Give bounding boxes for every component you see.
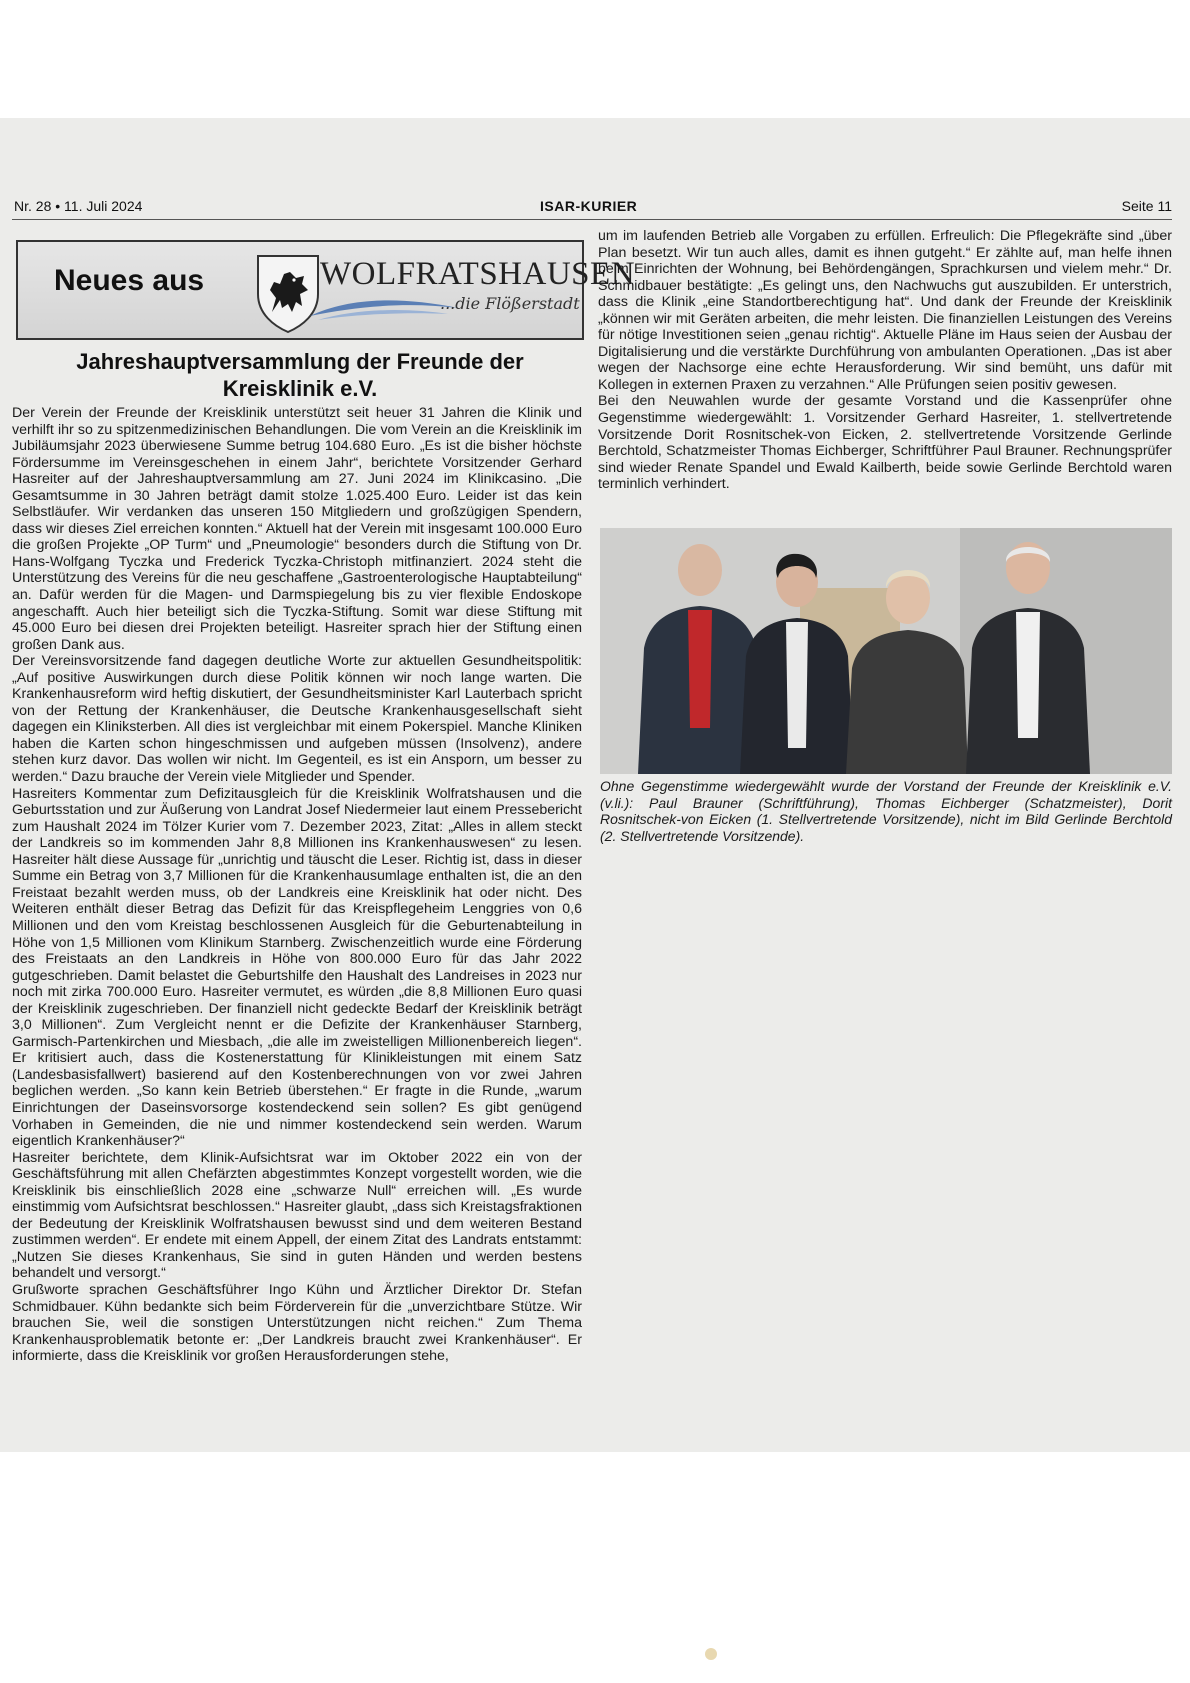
article-column-left: [12, 405, 582, 1365]
paragraph: Grußworte sprachen Geschäftsführer Ingo Kühn und Ärztlicher Direktor Dr. Stefan Schmidbauer. Kühn bedankte sich beim Förderverein für die „unverzichtbare Stütze. Wir brauchen Sie, weil die sonstigen Unterstützungen nicht reichen.“ Zum Thema Krankenhausproblematik betonte er: „Der Landkreis braucht zwei Krankenhäuser“. Er informierte, dass die Kreisklinik vor großen Herausforderungen stehe,: [12, 1281, 582, 1365]
paragraph: Bei den Neuwahlen wurde der gesamte Vorstand und die Kassenprüfer ohne Gegenstimme wiedergewählt: 1. Vorsitzender Gerhard Hasreiter, 1. stellvertretende Vorsitzende Dorit Rosnitschek-von Eicken, 2. stellvertretende Vorsitzende Gerlinde Berchtold, Schatzmeister Thomas Eichberger, Schriftführer Paul Brauner. Rechnungsprüfer sind wieder Renate Spandel und Ewald Kailberth, beide sowie Gerlinde Berchtold waren terminlich verhindert.: [598, 393, 1172, 493]
section-banner: [16, 240, 636, 340]
page-number: Seite 11: [1121, 198, 1172, 214]
banner-city: WOLFRATSHAUSEN: [320, 256, 636, 292]
issue-date: Nr. 28 • 11. Juli 2024: [14, 198, 143, 214]
masthead: [12, 196, 1172, 218]
article-column-right: [598, 228, 1172, 493]
banner-prefix: Neues aus: [54, 264, 205, 297]
paragraph: Der Verein der Freunde der Kreisklinik unterstützt seit heuer 31 Jahren die Klinik und verhilft ihr so zu spitzenmedizinischen Behandlungen. Die vom Verein an die Kreisklinik im Jubiläumsjahr 2023 überwiesene Summe betrug 104.680 Euro. „Es ist die bisher höchste Fördersumme im Vereinsgeschehen in einem Jahr“, berichtete Vorsitzender Gerhard Hasreiter auf der Jahreshauptversammlung am 27. Juni 2024 im Klinikcasino. „Die Gesamtsumme in 30 Jahren beträgt damit stolze 1.025.400 Euro. Leider ist das kein Selbstläufer. Wir verdanken das unseren 150 Mitgliedern und großzügigen Spendern, dass wir dieses Ziel erreichen konnten.“ Aktuell hat der Verein mit insgesamt 100.000 Euro die großen Projekte „OP Turm“ und „Pneumologie“ besonders durch die Stiftung von Dr. Hans-Wolfgang Tyczka und Frederick Tyczka-Christoph mitfinanziert. 2024 steht die Unterstützung des Vereins für die neu geschaffene „Gastroenterologische Hauptabteilung“ an. Dafür werden für die Magen- und Darmspiegelung bis zu vier flexible Endoskope angeschafft. Auch hier beteiligt sich die Tyczka-Stiftung. Somit war diese Stiftung mit 45.000 Euro bei diesen drei Projekten beteiligt. Hasreiter sprach hier der Stiftung einen großen Dank aus.: [12, 405, 582, 653]
paragraph: um im laufenden Betrieb alle Vorgaben zu erfüllen. Erfreulich: Die Pflegekräfte sind „über Plan besetzt. Wir tun auch alles, damit es ihnen gutgeht.“ Er zählte auf, man helfe ihnen beim Einrichten der Wohnung, bei Behördengängen, Sprachkursen und vielem mehr.“ Dr. Schmidbauer bestätigte: „Es gelingt uns, den Nachwuchs gut auszubilden. Er unterstrich, dass die Klinik „eine Standortberechtigung hat“. Und dank der Freunde der Kreisklinik „können wir mit Geräten arbeiten, die mehr leisten. Die finanziellen Leistungen des Vereins für nötige Investitionen seien „genau richtig“. Aktuelle Pläne im Haus seien der Ausbau der Digitalisierung und die verstärkte Durchführung von ambulanten Operationen. „Das ist aber wegen der Nachsorge eine echte Herausforderung. Wir sind bemüht, uns dafür mit Kollegen in externen Praxen zu verzahnen.“ Alle Prüfungen seien positiv gewesen.: [598, 228, 1172, 393]
newspaper-name: ISAR-KURIER: [540, 198, 638, 214]
paragraph: Der Vereinsvorsitzende fand dagegen deutliche Worte zur aktuellen Gesundheitspolitik: „Auf positive Auswirkungen durch diese Politik können wir noch lange warten. Die Krankenhausreform wird heftig diskutiert, der Gesundheitsminister Karl Lauterbach spricht von der Rettung der Krankenhäuser, die Deutsche Krankenhausgesellschaft sieht dagegen ein Kliniksterben. All dies ist vergleichbar mit einem Pokerspiel. Manche Kliniken haben die Karten schon hingeschmissen und aufgeben müssen (Insolvenz), andere stehen kurz davor. Das wollen wir nicht. Im Gegenteil, es ist ein Ansporn, um besser zu werden.“ Dazu brauche der Verein viele Mitglieder und Spender.: [12, 653, 582, 786]
headline-line-2: Kreisklinik e.V.: [222, 376, 378, 401]
group-photo: [600, 528, 1172, 774]
article-headline: [16, 348, 584, 402]
paragraph: Hasreiters Kommentar zum Defizitausgleich für die Kreisklinik Wolfratshausen und die Geburtsstation und zur Äußerung von Landrat Josef Niedermeier laut einem Pressebericht zum Haushalt 2024 im Tölzer Kurier vom 7. Dezember 2023, Zitat: „Alles in allem steckt der Landkreis so im kommenden Jahr 8,8 Millionen ins Krankenhauswesen“ zu lesen. Hasreiter hält diese Aussage für „unrichtig und täuscht die Leser. Richtig ist, dass in dieser Summe ein Betrag von 3,7 Millionen für die Krankenhausumlage enthalten ist, die an den Freistaat bezahlt werden muss, ob der Landkreis eine Kreisklinik hat oder nicht. Des Weiteren enthält dieser Betrag das Defizit für das Kreispflegeheim Lenggries von 0,6 Millionen und den vom Kreistag beschlossenen Ausgleich für die Geburtenabteilung in Höhe von 1,5 Millionen vom Klinikum Starnberg. Zwischenzeitlich wurde eine Förderung des Freistaats an den Landkreis in Höhe von 800.000 Euro für das Jahr 2022 gutgeschrieben. Damit belastet die Geburtshilfe den Haushalt des Landreises in 2023 nur noch mit zirka 700.000 Euro. Hasreiter vermutet, es würden „die 8,8 Millionen Euro quasi der Kreisklinik zugeschrieben. Der finanziell nicht gedeckte Bedarf der Kreisklinik beträgt 3,0 Millionen“. Zum Vergleicht nennt er die Defizite der Krankenhäuser Starnberg, Garmisch-Partenkirchen und Miesbach, „die alle im zweistelligen Millionenbereich liegen“. Er kritisiert auch, dass die Kostenerstattung für Klinikleistungen mit einem Satz (Landesbasisfallwert) basierend auf den Kostenberechnungen von vor zwei Jahren beglichen werden. „So kann kein Betrieb überstehen.“ Er fragte in die Runde, „warum Einrichtungen der Daseinsvorsorge kostendeckend sein sollen? Es gibt genügend Vorhaben in Gemeinden, die nie und nimmer kostendeckend sein werden. Warum eigentlich Krankenhäuser?“: [12, 785, 582, 1150]
masthead-divider: [12, 219, 1172, 220]
headline-line-1: Jahreshauptversammlung der Freunde der: [76, 349, 524, 374]
photo-caption: Ohne Gegenstimme wiedergewählt wurde der Vorstand der Freunde der Kreisklinik e.V. (v.li.): Paul Brauner (Schriftführung), Thomas Eichberger (Schatzmeister), Dorit Rosnitschek-von Eicken (1. Stellvertretende Vorsitzende), nicht im Bild Gerlinde Berchtold (2. Stellvertretende Vorsitzende).: [600, 778, 1172, 844]
scan-artifact: [705, 1648, 717, 1660]
paragraph: Hasreiter berichtete, dem Klinik-Aufsichtsrat war im Oktober 2022 ein von der Geschäftsführung mit allen Chefärzten abgestimmtes Konzept vorgestellt worden, wie die Kreisklinik bis einschließlich 2028 eine „schwarze Null“ erreichen will. „Es wurde einstimmig vom Aufsichtsrat beschlossen.“ Hasreiter glaubt, „dass sich Kreistagsfraktionen der Bedeutung der Kreisklinik Wolfratshausen bewusst sind und dem weiteren Bestand zustimmen werden“. Er endete mit einem Appell, der einem Zitat des Landrats entstammt: „Nutzen Sie dieses Krankenhaus, Sie sind in guten Händen und werden bestens behandelt und versorgt.“: [12, 1149, 582, 1282]
banner-tagline: ...die Flößerstadt: [440, 294, 580, 313]
